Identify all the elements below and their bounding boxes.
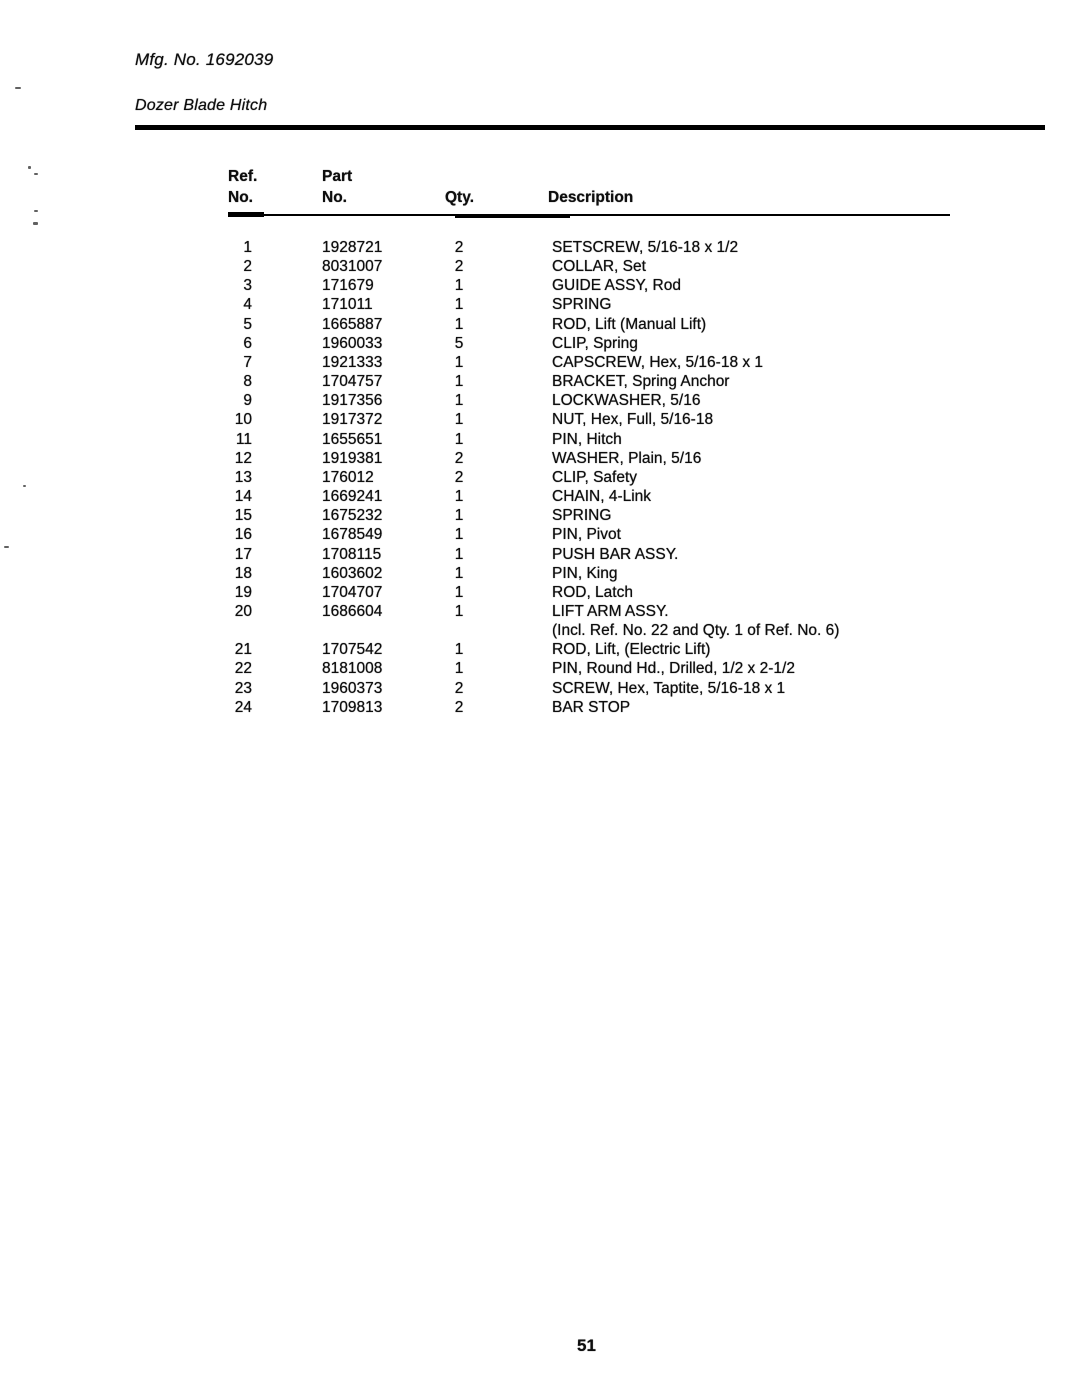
ref-no-cell: 18	[234, 564, 252, 582]
qty-cell: 1	[454, 507, 464, 525]
scan-artifact	[28, 166, 31, 169]
qty-cell: 1	[454, 430, 464, 448]
table-row	[0, 681, 1080, 700]
qty-cell: 1	[454, 315, 464, 333]
qty-cell: 1	[454, 545, 464, 563]
table-header-divider-thick-segment	[228, 212, 264, 217]
scan-artifact	[4, 546, 9, 548]
part-no-cell: 1708115	[322, 545, 382, 563]
description-cell: PIN, Pivot	[552, 526, 621, 544]
part-no-cell: 1709813	[322, 698, 383, 716]
parts-table-body	[0, 240, 1080, 719]
table-row	[0, 355, 1080, 374]
table-row	[0, 527, 1080, 546]
scan-artifact	[33, 222, 38, 225]
description-cell: ROD, Lift, (Electric Lift)	[552, 641, 711, 659]
description-cell: CHAIN, 4-Link	[552, 488, 652, 506]
table-row	[0, 661, 1080, 680]
ref-no-cell: 1	[243, 239, 252, 256]
ref-no-cell: 8	[243, 373, 252, 391]
mfg-number: Mfg. No. 1692039	[135, 50, 274, 69]
part-no-cell: 1655651	[322, 430, 383, 448]
ref-no-cell: 22	[234, 660, 252, 678]
column-header-description: Description	[548, 189, 634, 206]
scan-artifact	[34, 173, 38, 175]
ref-no-cell: 23	[234, 679, 252, 697]
ref-no-cell: 14	[234, 488, 252, 506]
scan-artifact	[15, 87, 21, 89]
table-row	[0, 393, 1080, 412]
column-header-qty: Qty.	[445, 189, 474, 206]
table-row	[0, 317, 1080, 336]
part-no-cell: 1675232	[322, 507, 383, 525]
part-no-cell: 171011	[322, 296, 373, 314]
table-row	[0, 259, 1080, 278]
ref-no-cell: 2	[243, 258, 252, 276]
ref-no-cell: 24	[234, 698, 252, 716]
part-no-cell: 1603602	[322, 564, 383, 582]
part-no-cell: 1917356	[322, 392, 383, 410]
ref-no-cell: 11	[235, 430, 252, 448]
description-cell: PIN, Hitch	[552, 430, 622, 448]
qty-cell: 2	[454, 239, 464, 256]
description-cell: LOCKWASHER, 5/16	[552, 392, 701, 410]
description-cell: CLIP, Spring	[552, 334, 638, 352]
header-divider	[135, 125, 1045, 130]
column-header-part: Part	[322, 168, 353, 185]
table-row	[0, 336, 1080, 355]
qty-cell: 1	[454, 583, 464, 601]
table-row	[0, 489, 1080, 508]
qty-cell: 2	[454, 449, 464, 467]
ref-no-cell: 12	[234, 449, 252, 467]
qty-cell: 1	[454, 277, 464, 295]
ref-no-cell: 5	[243, 315, 252, 333]
table-row	[0, 604, 1080, 642]
table-row	[0, 374, 1080, 393]
ref-no-cell: 21	[234, 641, 252, 659]
qty-cell: 1	[454, 411, 464, 429]
qty-cell: 1	[454, 641, 464, 659]
description-cell: PIN, Round Hd., Drilled, 1/2 x 2-1/2	[552, 660, 795, 678]
scan-artifact	[23, 485, 26, 487]
description-cell: PIN, King	[552, 564, 618, 582]
part-no-cell: 1960033	[322, 334, 383, 352]
scan-artifact	[34, 210, 38, 212]
part-no-cell: 1678549	[322, 526, 383, 544]
qty-cell: 1	[454, 392, 464, 410]
qty-cell: 2	[454, 468, 464, 486]
qty-cell: 1	[454, 602, 464, 620]
qty-cell: 1	[454, 488, 464, 506]
table-row	[0, 566, 1080, 585]
description-cell: ROD, Latch	[552, 583, 633, 601]
table-header-divider	[228, 214, 950, 216]
page-number: 51	[577, 1336, 596, 1355]
part-no-cell: 1960373	[322, 679, 383, 697]
table-row	[0, 547, 1080, 566]
table-row	[0, 278, 1080, 297]
description-cell: LIFT ARM ASSY.	[552, 602, 669, 620]
ref-no-cell: 16	[234, 526, 252, 544]
qty-cell: 2	[454, 258, 464, 276]
part-no-cell: 8031007	[322, 258, 383, 276]
qty-cell: 1	[454, 660, 464, 678]
description-cell: PUSH BAR ASSY.	[552, 545, 679, 563]
description-cell: SCREW, Hex, Taptite, 5/16-18 x 1	[552, 679, 786, 697]
document-title: Dozer Blade Hitch	[135, 97, 268, 114]
table-row	[0, 451, 1080, 470]
part-no-cell: 8181008	[322, 660, 383, 678]
qty-cell: 2	[454, 698, 464, 716]
ref-no-cell: 7	[243, 353, 252, 371]
table-row	[0, 470, 1080, 489]
scan-artifact	[455, 215, 570, 218]
part-no-cell: 171679	[322, 277, 374, 295]
table-row	[0, 508, 1080, 527]
table-row	[0, 412, 1080, 431]
description-cell: CAPSCREW, Hex, 5/16-18 x 1	[552, 353, 764, 371]
description-cell: CLIP, Safety	[552, 468, 638, 486]
ref-no-cell: 9	[243, 392, 252, 410]
table-row	[0, 432, 1080, 451]
description-cell: WASHER, Plain, 5/16	[552, 449, 702, 467]
description-cell: SPRING	[552, 296, 612, 314]
description-cell: GUIDE ASSY, Rod	[552, 277, 681, 295]
ref-no-cell: 19	[234, 583, 252, 601]
description-cell: ROD, Lift (Manual Lift)	[552, 315, 707, 333]
part-no-cell: 1707542	[322, 641, 383, 659]
description-cell: COLLAR, Set	[552, 258, 646, 276]
part-no-cell: 1928721	[322, 239, 383, 256]
ref-no-cell: 13	[234, 468, 252, 486]
description-cell: SETSCREW, 5/16-18 x 1/2	[552, 239, 739, 256]
ref-no-cell: 10	[234, 411, 252, 429]
part-no-cell: 1917372	[322, 411, 383, 429]
part-no-cell: 1704757	[322, 373, 383, 391]
column-header-ref: Ref.	[228, 168, 258, 185]
table-row	[0, 642, 1080, 661]
ref-no-cell: 6	[243, 334, 252, 352]
qty-cell: 5	[454, 334, 464, 352]
table-row	[0, 297, 1080, 316]
description-cell: NUT, Hex, Full, 5/16-18	[552, 411, 714, 429]
ref-no-cell: 20	[234, 602, 252, 620]
ref-no-cell: 4	[243, 296, 252, 314]
table-row	[0, 585, 1080, 604]
ref-no-cell: 15	[234, 507, 252, 525]
description-note: (Incl. Ref. No. 22 and Qty. 1 of Ref. No. 6)	[552, 622, 840, 640]
part-no-cell: 1704707	[322, 583, 383, 601]
qty-cell: 1	[454, 296, 464, 314]
description-cell: BAR STOP	[552, 698, 631, 716]
qty-cell: 1	[454, 353, 464, 371]
column-header-ref-no: No.	[228, 189, 253, 206]
ref-no-cell: 3	[243, 277, 252, 295]
part-no-cell: 1919381	[322, 449, 383, 467]
table-row	[0, 240, 1080, 259]
table-row	[0, 700, 1080, 719]
part-no-cell: 176012	[322, 468, 374, 486]
part-no-cell: 1669241	[322, 488, 383, 506]
description-cell: SPRING	[552, 507, 612, 525]
qty-cell: 1	[454, 564, 464, 582]
qty-cell: 1	[454, 373, 464, 391]
description-cell: BRACKET, Spring Anchor	[552, 373, 730, 391]
qty-cell: 2	[454, 679, 464, 697]
ref-no-cell: 17	[234, 545, 252, 563]
column-header-part-no: No.	[322, 189, 347, 206]
part-no-cell: 1921333	[322, 353, 383, 371]
part-no-cell: 1665887	[322, 315, 383, 333]
part-no-cell: 1686604	[322, 602, 383, 620]
qty-cell: 1	[454, 526, 464, 544]
